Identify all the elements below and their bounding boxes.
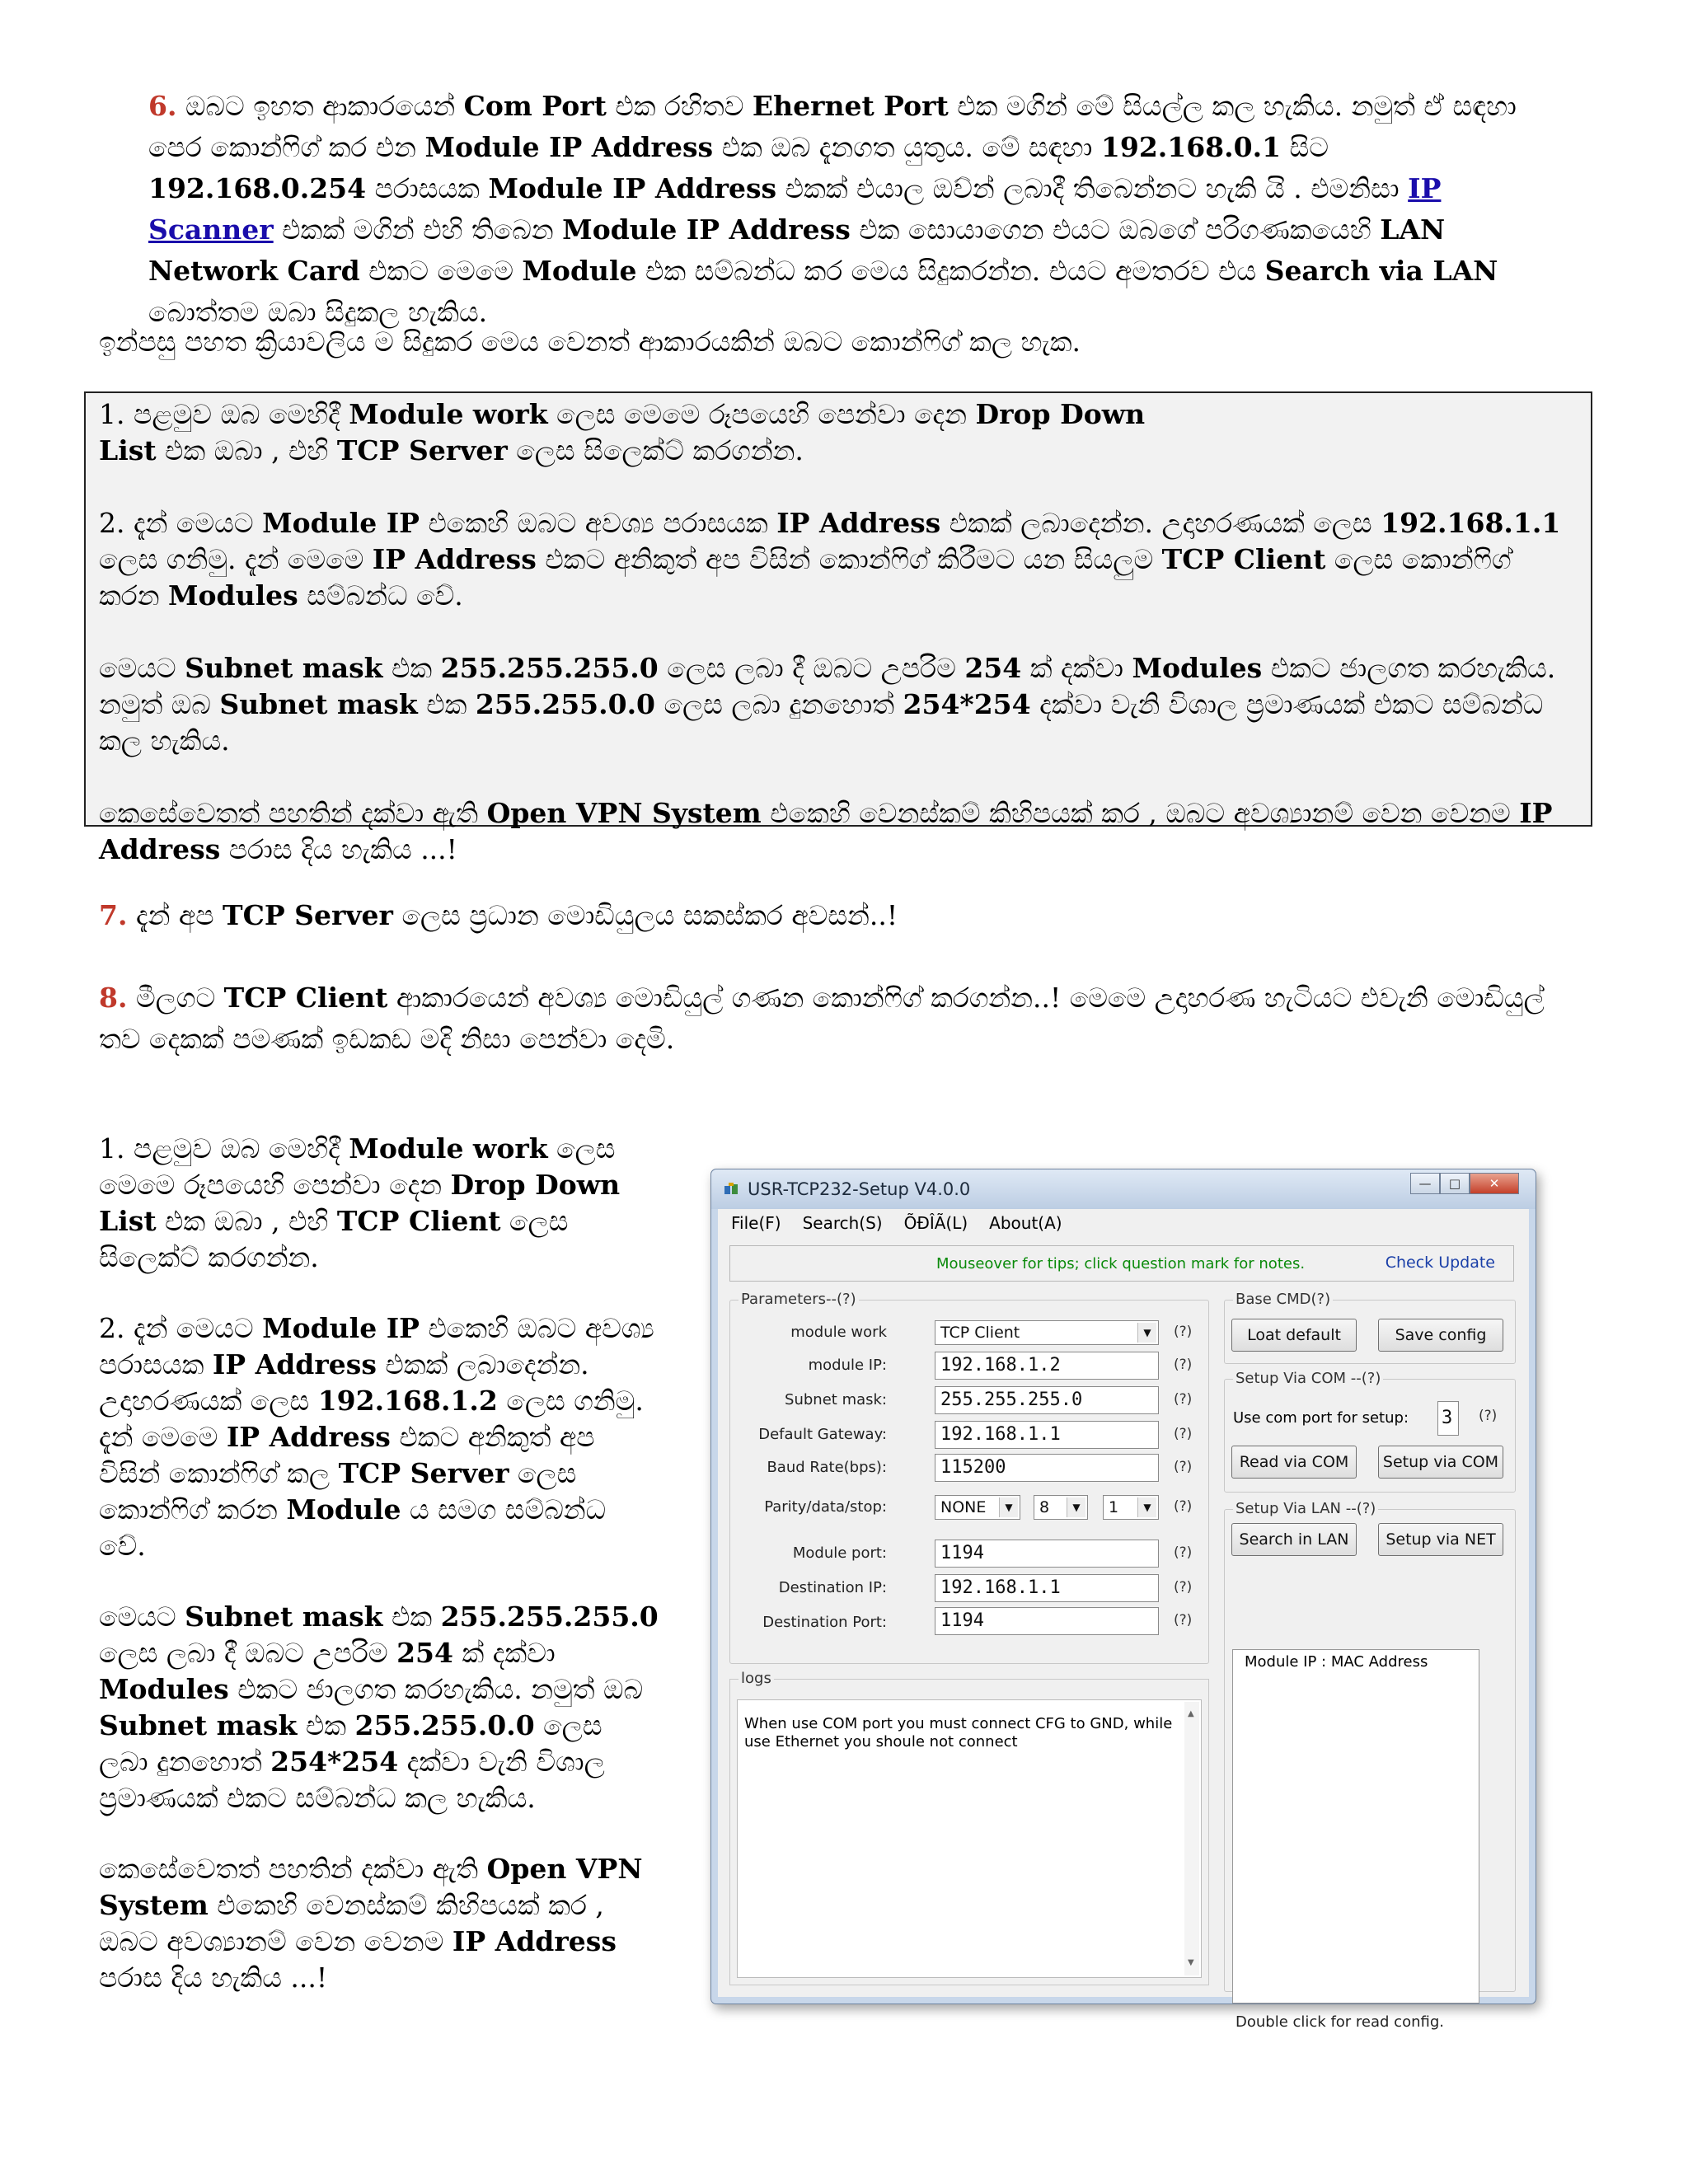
bold-term: Drop Down	[975, 398, 1146, 430]
data-bits-select[interactable]: 8 ▼	[1034, 1495, 1088, 1520]
help-icon[interactable]: (?)	[1174, 1357, 1193, 1373]
baud-label: Baud Rate(bps):	[767, 1459, 887, 1476]
dest-ip-field[interactable]: 192.168.1.1	[935, 1574, 1159, 1602]
help-icon[interactable]: (?)	[1174, 1612, 1193, 1629]
setup-com-label: Setup Via COM --(?)	[1233, 1370, 1383, 1387]
bold-term: 255.255.0.0	[475, 688, 656, 720]
bold-term: IP Address	[212, 1348, 377, 1380]
gateway-field[interactable]: 192.168.1.1	[935, 1421, 1159, 1449]
chevron-down-icon: ▼	[1137, 1323, 1156, 1343]
bold-term: 255.255.255.0	[440, 652, 659, 684]
bold-term: 192.168.1.1	[1381, 507, 1561, 539]
logs-scrollbar[interactable]	[1184, 1702, 1199, 1975]
baud-field[interactable]: 115200	[935, 1454, 1159, 1482]
bold-term: Module	[286, 1493, 401, 1526]
module-ip-field[interactable]: 192.168.1.2	[935, 1352, 1159, 1380]
base-cmd-group	[1224, 1291, 1516, 1364]
bold-term: TCP Server	[223, 899, 393, 931]
caption-buttons	[1410, 1173, 1519, 1194]
help-icon[interactable]: (?)	[1174, 1426, 1193, 1442]
bold-term: Subnet mask	[185, 1601, 383, 1633]
menu-about[interactable]: About(A)	[989, 1213, 1062, 1233]
bold-term: 192.168.0.254	[148, 172, 367, 204]
setup-window	[710, 1169, 1536, 2031]
dest-port-label: Destination Port:	[762, 1614, 887, 1631]
bold-term: 255.255.0.0	[354, 1709, 535, 1741]
tip-bar	[729, 1245, 1514, 1282]
module-work-select[interactable]: TCP Client ▼	[935, 1320, 1159, 1345]
bold-term: IP Address	[226, 1421, 391, 1453]
bold-term: TCP Client	[1161, 543, 1326, 575]
title-bar	[711, 1169, 1536, 1209]
bold-term: Subnet mask	[219, 688, 418, 720]
bold-term: TCP Server	[338, 1457, 509, 1489]
menu-language[interactable]: ÕÐÎÃ(L)	[903, 1213, 968, 1233]
step-number: 8.	[99, 982, 128, 1014]
parameters-label: Parameters--(?)	[738, 1291, 859, 1308]
dest-port-field[interactable]: 1194	[935, 1607, 1159, 1635]
menu-search[interactable]: Search(S)	[802, 1213, 883, 1233]
subnet-field[interactable]: 255.255.255.0	[935, 1386, 1159, 1414]
subnet-label: Subnet mask:	[785, 1391, 887, 1408]
box-step: කෙසේවෙතත් පහතින් දක්වා ඇති Open VPN System එකෙහි වෙනස්කම් කිහිපයක් කර , ඔබට අවශ්‍යානම් වෙන වෙනම IP Address පරාස දිය හැකිය ...!	[99, 797, 1553, 865]
help-icon[interactable]: (?)	[1174, 1579, 1193, 1596]
bold-term: Search via LAN	[1264, 255, 1498, 287]
logs-group	[729, 1670, 1209, 1985]
setup-com-group	[1224, 1370, 1516, 1493]
bold-term: Subnet mask	[99, 1709, 298, 1741]
save-config-button[interactable]: Save config	[1378, 1319, 1503, 1352]
help-icon[interactable]: (?)	[1174, 1544, 1193, 1561]
help-icon[interactable]: (?)	[1174, 1391, 1193, 1408]
intro-paragraph: 6. ඔබට ඉහත ආකාරයෙන් Com Port එක රහිතව Ehernet Port එක මගින් මේ සියල්ල කල හැකිය. නමුත් ඒ සඳහා පෙර කොන්ෆිග් කර එන Module IP Address එක ඔබ දැනගත යුතුය. මේ සඳහා 192.168.0.1 සිට 192.168.0.254 පරාසයක Module IP Address එකක් එයාල ඔව්න් ලබාදී තිබෙන්නට හැකි යි . එමනිසා IP Scanner එකක් මගින් එහි තිබෙන Module IP Address එක සොයාගෙන එයට ඔබගේ පරිගණකයෙහි LAN Network Card එකට මෙමෙ Module එක සම්බන්ධ කර මෙය සිදුකරන්න. එයට අමතරව එය Search via LAN බොත්තම ඔබා සිදුකල හැකිය.	[148, 90, 1517, 328]
client-step: 1. පළමුව ඔබ මෙහිදී Module work ලෙස මෙමෙ රූපයෙහි පෙන්වා දෙන Drop Down List එක ඔබා , එහි TCP Client ලෙස සිලෙක්ට් කරගන්න.	[99, 1132, 621, 1273]
check-update-link[interactable]: Check Update	[1385, 1254, 1495, 1272]
scroll-down-icon[interactable]: ▼	[1188, 1958, 1194, 1967]
bold-term: Module IP	[262, 507, 420, 539]
help-icon[interactable]: (?)	[1174, 1498, 1193, 1515]
bold-term: Com Port	[463, 90, 607, 122]
bold-term: IP Address	[372, 543, 537, 575]
bold-term: Module IP Address	[562, 213, 851, 246]
bold-term: Modules	[99, 1673, 229, 1705]
setup-lan-label: Setup Via LAN --(?)	[1233, 1500, 1378, 1517]
lan-list-header: Module IP : MAC Address	[1245, 1653, 1428, 1671]
lan-module-list[interactable]	[1232, 1649, 1479, 2004]
bold-term: Modules	[1132, 652, 1263, 684]
module-work-label: module work	[790, 1324, 887, 1341]
app-icon	[723, 1181, 739, 1197]
step-number: 7.	[99, 899, 128, 931]
step-8: 8. මීලගට TCP Client ආකාරයෙන් අවශ්‍ය මොඩියුල් ගණන කොන්ෆිග් කරගන්න..! මෙමෙ උදාහරණ හැටියට එවැනි මොඩියුල් තව දෙකක් පමණක් ඉඩකඩ මදි නිසා පෙන්වා දෙමි.	[99, 982, 1545, 1055]
chevron-down-icon: ▼	[1067, 1497, 1085, 1517]
server-steps-box	[84, 391, 1592, 865]
module-port-field[interactable]: 1194	[935, 1540, 1159, 1568]
menu-bar	[718, 1209, 1529, 1237]
parity-label: Parity/data/stop:	[764, 1498, 887, 1516]
window-client	[718, 1237, 1529, 2031]
help-icon[interactable]: (?)	[1479, 1408, 1498, 1424]
dest-ip-label: Destination IP:	[778, 1579, 887, 1596]
bold-term: Ehernet Port	[752, 90, 949, 122]
bold-term: 255.255.255.0	[440, 1601, 659, 1633]
module-port-label: Module port:	[792, 1544, 887, 1562]
bold-term: Module work	[349, 398, 548, 430]
bold-term: Subnet mask	[185, 652, 383, 684]
use-com-label: Use com port for setup:	[1233, 1409, 1409, 1427]
bold-term: Open VPN System	[486, 797, 762, 829]
bold-term: 254	[396, 1637, 453, 1669]
help-icon[interactable]: (?)	[1174, 1459, 1193, 1475]
base-cmd-label: Base CMD(?)	[1233, 1291, 1333, 1308]
bold-term: TCP Server	[336, 434, 508, 466]
bold-term: Module IP Address	[488, 172, 777, 204]
bold-term: IP Address	[776, 507, 941, 539]
box-step: 1. පළමුව ඔබ මෙහිදී Module work ලෙස මෙමෙ රූපයෙහි පෙන්වා දෙන Drop Down List එක ඔබා , එහි TCP Server ලෙස සිලෙක්ට් කරගන්න.	[99, 398, 1146, 466]
step-number: 6.	[148, 90, 177, 122]
client-step: කෙසේවෙතත් පහතින් දක්වා ඇති Open VPN System එකෙහි වෙනස්කම් කිහිපයක් කර , ඔබට අවශ්‍යානම් වෙන වෙනම IP Address පරාස දිය හැකිය ...!	[99, 1853, 643, 1994]
bold-term: IP Address	[99, 797, 1553, 865]
window-title: USR-TCP232-Setup V4.0.0	[748, 1179, 971, 1199]
help-icon[interactable]: (?)	[1174, 1324, 1193, 1340]
search-in-lan-button[interactable]: Search in LAN	[1231, 1523, 1357, 1556]
stop-bits-select[interactable]: 1 ▼	[1103, 1495, 1159, 1520]
minimize-button[interactable]: —	[1410, 1173, 1440, 1194]
bold-term: Open VPN System	[99, 1853, 643, 1921]
read-via-com-button[interactable]: Read via COM	[1231, 1446, 1357, 1479]
parity-select[interactable]: NONE ▼	[935, 1495, 1020, 1520]
box-step: 2. දැන් මෙයට Module IP එකෙහි ඔබට අවශ්‍ය පරාසයක IP Address එකක් ලබාදෙන්න. උදාහරණයක් ලෙස 192.168.1.1 ලෙස ගනිමු. දැන් මෙමෙ IP Address එකට අනිකුත් අප විසින් කොන්ෆිග් කිරීමට යන සියලුම TCP Client ලෙස කොන්ෆිග් කරන Modules සම්බන්ධ වේ.	[99, 507, 1561, 612]
after-intro-text: ඉන්පසු පහත ක්‍රියාවලිය ම සිදුකර මෙය වෙනත් ආකාරයකින් ඔබට කොන්ෆිග් කල හැක.	[99, 326, 1081, 358]
bold-term: Drop Down List	[99, 1169, 621, 1237]
menu-file[interactable]: File(F)	[731, 1213, 781, 1233]
chevron-down-icon: ▼	[999, 1497, 1018, 1517]
bold-term: Module	[522, 255, 637, 287]
client-step: මෙයට Subnet mask එක 255.255.255.0 ලෙස ලබා දී ඔබට උපරිම 254 ක් දක්වා Modules එකට ජාලගත කරහැකිය. නමුත් ඔබ Subnet mask එක 255.255.0.0 ලෙස ලබා දුනහොත් 254*254 දක්වා වැනි විශාල ප්‍රමාණයක් එකට සම්බන්ධ කල හැකිය.	[99, 1601, 659, 1814]
client-steps-list	[99, 1131, 659, 2031]
com-port-field[interactable]: 3	[1437, 1401, 1459, 1436]
bold-term: 254*254	[903, 688, 1031, 720]
bold-term: 192.168.0.1	[1100, 131, 1282, 163]
bold-term: 192.168.1.2	[317, 1385, 498, 1417]
scroll-up-icon[interactable]: ▲	[1188, 1709, 1194, 1718]
maximize-button[interactable]: □	[1440, 1173, 1470, 1194]
bold-term: 254	[964, 652, 1022, 684]
setup-via-net-button[interactable]: Setup via NET	[1378, 1523, 1503, 1556]
logs-textarea[interactable]	[737, 1699, 1202, 1978]
log-text: When use COM port you must connect CFG to GND, while use Ethernet you shoule not connect	[744, 1715, 1173, 1750]
ip-scanner-link[interactable]: IP Scanner	[148, 172, 1442, 246]
load-default-button[interactable]: Loat default	[1231, 1319, 1357, 1352]
server-steps-list	[99, 396, 1574, 868]
footer-hint: Double click for read config.	[1236, 2013, 1444, 2031]
bold-term: Module work	[349, 1132, 548, 1165]
step-7: 7. දැන් අප TCP Server ලෙස ප්‍රධාන මොඩියුලය සකස්කර අවසන්..!	[99, 899, 898, 931]
tip-text: Mouseover for tips; click question mark for notes.	[936, 1255, 1306, 1272]
parameters-group	[729, 1291, 1209, 1664]
bold-term: Module IP	[262, 1312, 420, 1344]
bold-term: IP Address	[452, 1925, 617, 1957]
bold-term: 254*254	[270, 1746, 399, 1778]
bold-term: TCP Client	[223, 982, 388, 1014]
logs-label: logs	[738, 1670, 774, 1687]
bold-term: Modules	[168, 579, 298, 612]
bold-term: Module IP Address	[424, 131, 714, 163]
close-button[interactable]: ✕	[1470, 1173, 1519, 1194]
chevron-down-icon: ▼	[1137, 1497, 1156, 1517]
client-step: 2. දැන් මෙයට Module IP එකෙහි ඔබට අවශ්‍ය පරාසයක IP Address එකක් ලබාදෙන්න. උදාහරණයක් ලෙස 192.168.1.2 ලෙස ගනිමු. දැන් මෙමෙ IP Address එකට අනිකුත් අප විසින් කොන්ෆිග් කල TCP Server ලෙස කොන්ෆිග් කරන Module ය සමග සම්බන්ධ වේ.	[99, 1312, 654, 1562]
bold-term: LAN Network Card	[148, 213, 1446, 287]
bold-term: TCP Client	[336, 1205, 501, 1237]
box-step: මෙයට Subnet mask එක 255.255.255.0 ලෙස ලබා දී ඔබට උපරිම 254 ක් දක්වා Modules එකට ජාලගත කරහැකිය. නමුත් ඔබ Subnet mask එක 255.255.0.0 ලෙස ලබා දුනහොත් 254*254 දක්වා වැනි විශාල ප්‍රමාණයක් එකට සම්බන්ධ කල හැකිය.	[99, 652, 1556, 757]
gateway-label: Default Gateway:	[758, 1426, 887, 1443]
module-ip-label: module IP:	[808, 1357, 887, 1374]
bold-term: List	[99, 434, 157, 466]
setup-via-com-button[interactable]: Setup via COM	[1378, 1446, 1503, 1479]
